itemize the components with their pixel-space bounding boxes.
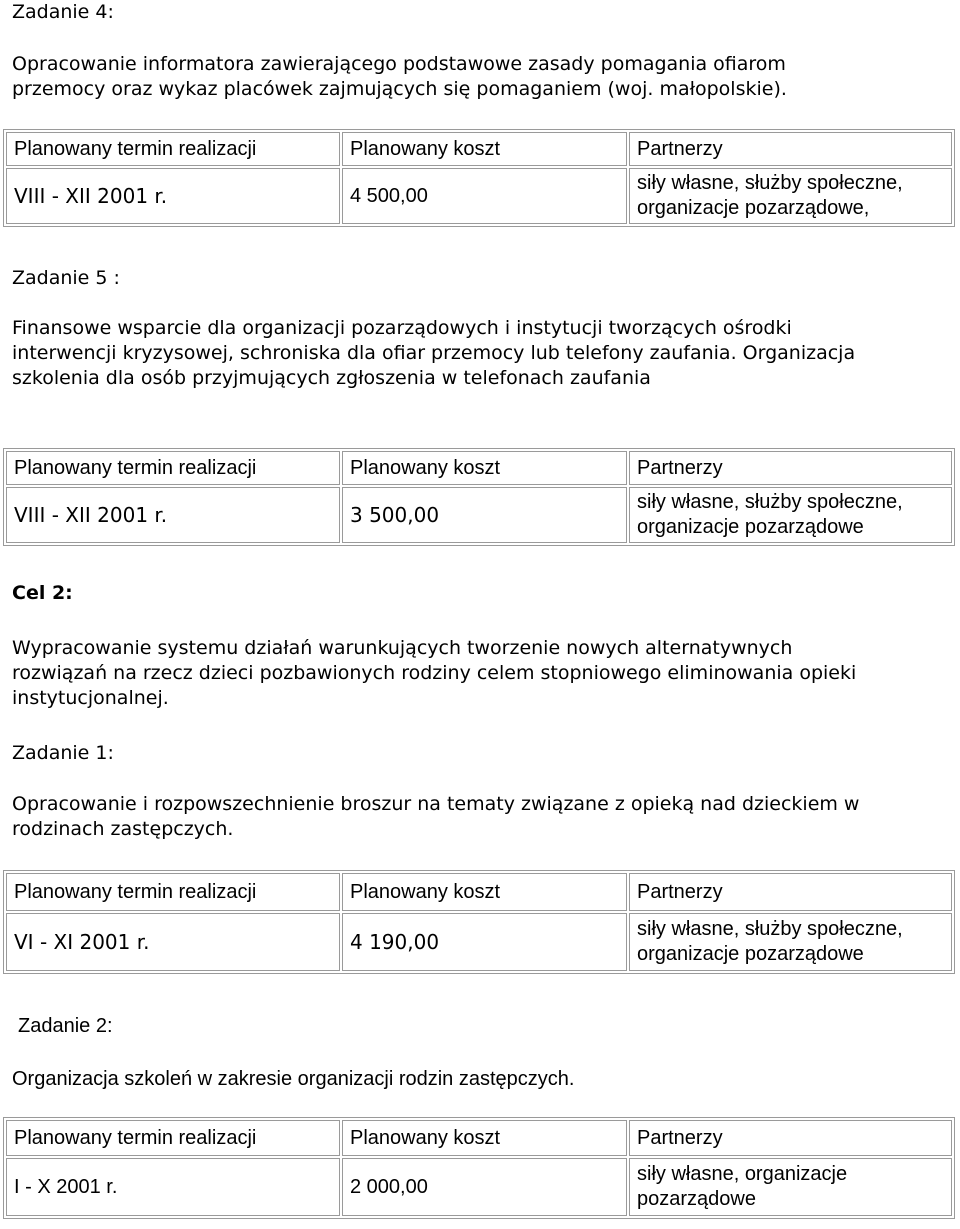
cell-cost: 4 500,00 — [342, 168, 627, 224]
task5-description — [12, 316, 855, 391]
cell-cost: 4 190,00 — [342, 913, 627, 971]
goal2-description — [12, 636, 856, 711]
task4-desc-line: Opracowanie informatora zawierającego podstawowe zasady pomagania ofiarom — [12, 53, 786, 75]
cell-term: VIII - XII 2001 r. — [6, 487, 340, 543]
partners-line: siły własne, służby społeczne, — [637, 491, 903, 513]
cell-term: VIII - XII 2001 r. — [6, 168, 340, 224]
task4-heading: Zadanie 4: — [12, 1, 114, 23]
task2-plan-table — [3, 1117, 955, 1219]
task2-description — [12, 1067, 574, 1092]
header-partners: Partnerzy — [629, 132, 952, 166]
header-partners: Partnerzy — [629, 451, 952, 485]
task5-heading: Zadanie 5 : — [12, 267, 120, 289]
header-partners: Partnerzy — [629, 1120, 952, 1156]
header-term: Planowany termin realizacji — [6, 451, 340, 485]
cell-term: VI - XI 2001 r. — [6, 913, 340, 971]
header-cost: Planowany koszt — [342, 873, 627, 911]
partners-line: siły własne, organizacje — [637, 1163, 848, 1185]
partners-line: organizacje pozarządowe — [637, 943, 864, 965]
task1-desc-line: Opracowanie i rozpowszechnienie broszur na tematy związane z opieką nad dzieckiem w — [12, 793, 860, 815]
table-row — [6, 1158, 952, 1216]
task1-heading: Zadanie 1: — [12, 742, 114, 764]
partners-line: pozarządowe — [637, 1188, 756, 1210]
goal2-heading: Cel 2: — [12, 582, 73, 604]
table-row — [6, 487, 952, 543]
header-partners: Partnerzy — [629, 873, 952, 911]
table-row — [6, 168, 952, 224]
cell-partners — [629, 487, 952, 543]
cell-partners — [629, 168, 952, 224]
header-term: Planowany termin realizacji — [6, 1120, 340, 1156]
task1-description — [12, 792, 859, 842]
header-cost: Planowany koszt — [342, 132, 627, 166]
task4-plan-table — [3, 129, 955, 227]
task2-desc-line: Organizacja szkoleń w zakresie organizacji rodzin zastępczych. — [12, 1068, 575, 1090]
task5-plan-table — [3, 448, 955, 546]
partners-line: siły własne, służby społeczne, — [637, 918, 903, 940]
task5-desc-line: szkolenia dla osób przyjmujących zgłoszenia w telefonach zaufania — [12, 367, 651, 389]
partners-line: organizacje pozarządowe, — [637, 197, 870, 219]
cell-cost: 3 500,00 — [342, 487, 627, 543]
cell-partners — [629, 913, 952, 971]
goal2-desc-line: instytucjonalnej. — [12, 687, 169, 709]
cell-term: I - X 2001 r. — [6, 1158, 340, 1216]
header-cost: Planowany koszt — [342, 1120, 627, 1156]
header-cost: Planowany koszt — [342, 451, 627, 485]
goal2-desc-line: Wypracowanie systemu działań warunkujących tworzenie nowych alternatywnych — [12, 637, 793, 659]
cell-partners — [629, 1158, 952, 1216]
table-header-row — [6, 1120, 952, 1156]
table-header-row — [6, 132, 952, 166]
task4-description — [12, 52, 787, 102]
header-term: Planowany termin realizacji — [6, 132, 340, 166]
task1-plan-table — [3, 870, 955, 974]
header-term: Planowany termin realizacji — [6, 873, 340, 911]
table-row — [6, 913, 952, 971]
task2-heading: Zadanie 2: — [18, 1015, 113, 1037]
task5-desc-line: interwencji kryzysowej, schroniska dla ofiar przemocy lub telefony zaufania. Organizacja — [12, 342, 856, 364]
task5-desc-line: Finansowe wsparcie dla organizacji pozarządowych i instytucji tworzących ośrodki — [12, 317, 792, 339]
goal2-desc-line: rozwiązań na rzecz dzieci pozbawionych rodziny celem stopniowego eliminowania opieki — [12, 662, 857, 684]
cell-cost: 2 000,00 — [342, 1158, 627, 1216]
partners-line: siły własne, służby społeczne, — [637, 172, 903, 194]
table-header-row — [6, 873, 952, 911]
task4-desc-line: przemocy oraz wykaz placówek zajmujących się pomaganiem (woj. małopolskie). — [12, 78, 787, 100]
task1-desc-line: rodzinach zastępczych. — [12, 818, 234, 840]
partners-line: organizacje pozarządowe — [637, 516, 864, 538]
table-header-row — [6, 451, 952, 485]
